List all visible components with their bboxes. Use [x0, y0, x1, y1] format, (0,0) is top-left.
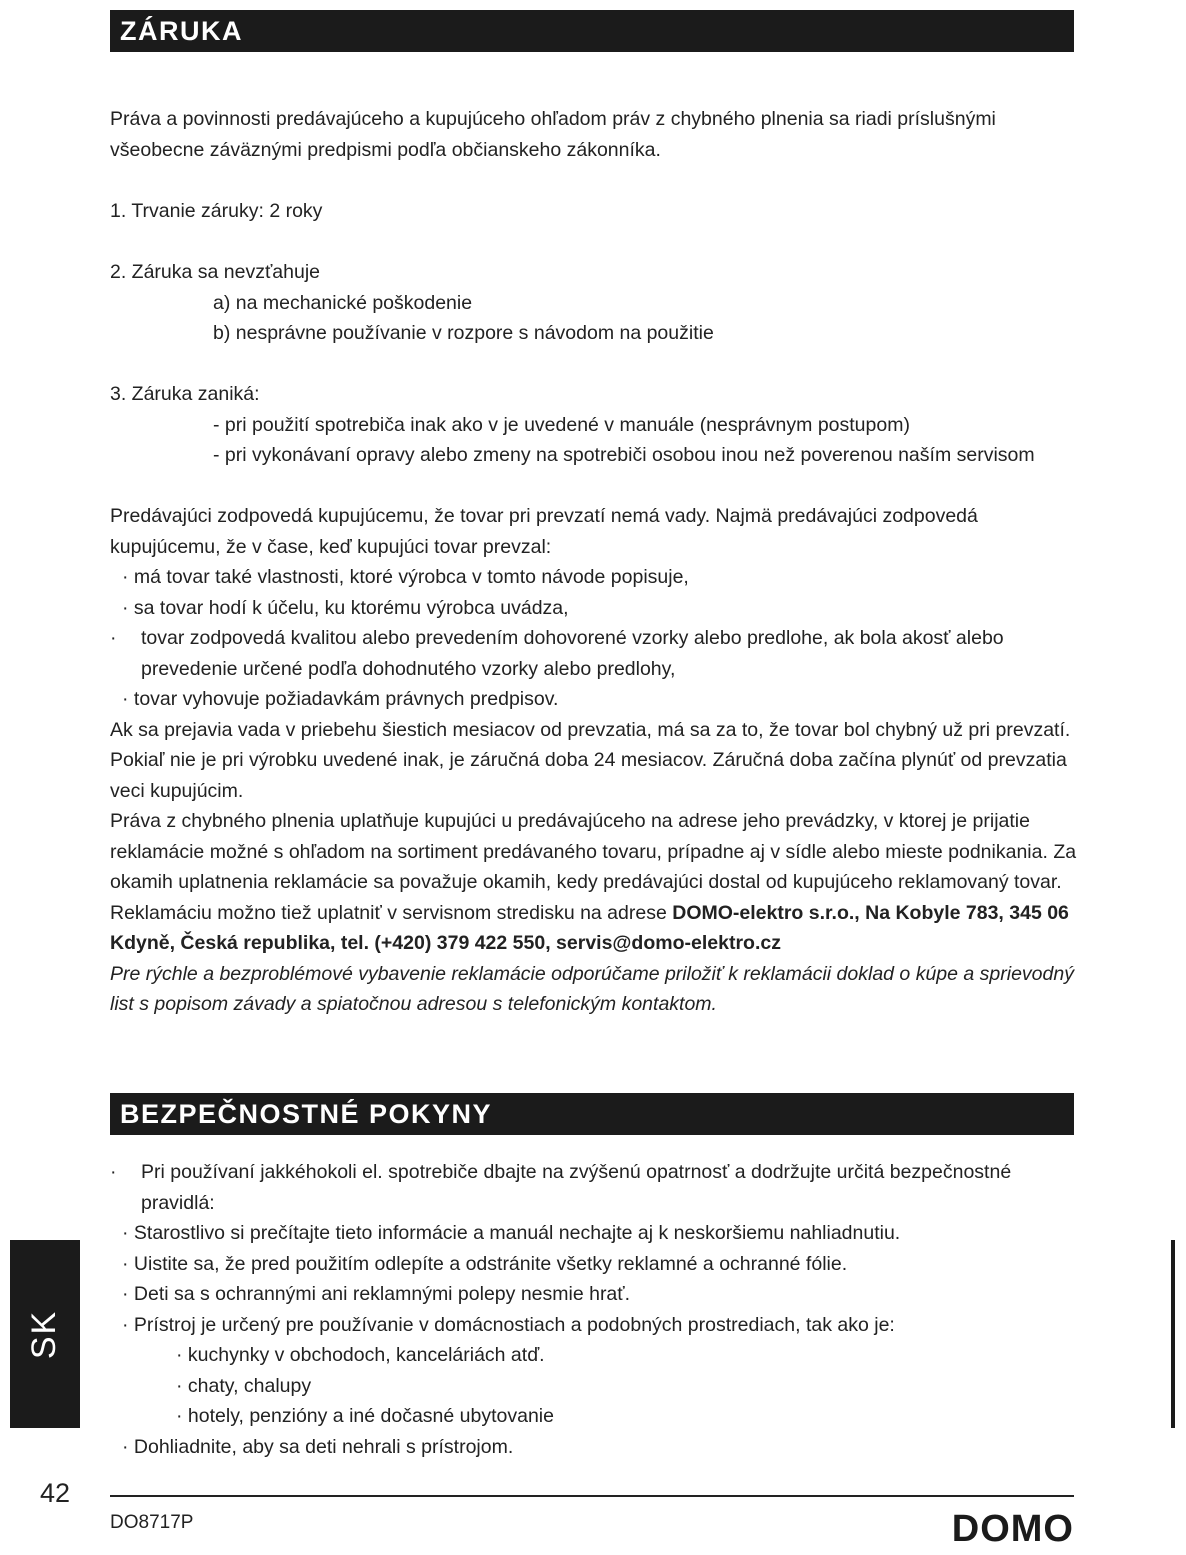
safety-heading: BEZPEČNOSTNÉ POKYNY [110, 1093, 1074, 1135]
page-number: 42 [40, 1478, 71, 1508]
footer-divider [110, 1495, 1074, 1497]
warranty-intro [110, 104, 1085, 165]
bullet-mark: · [110, 627, 117, 649]
list-item: · Starostlivo si prečítajte tieto informácie a manuál nechajte aj k neskoršiemu nahliadnutiu. [122, 1222, 901, 1244]
warranty-item-1 [110, 196, 1085, 227]
service-lead: Reklamáciu možno tiež uplatniť v servisnom stredisku na adrese [110, 901, 673, 924]
domo-logo: DOMO [951, 1508, 1074, 1550]
list-item [110, 1157, 1085, 1218]
margin-marker [1171, 1240, 1175, 1428]
list-item: · Deti sa s ochrannými ani reklamnými polepy nesmie hrať. [122, 1283, 631, 1305]
warranty-void-a: - pri použití spotrebiča inak ako v je uvedené v manuále (nesprávnym postupom) [213, 413, 910, 436]
warranty-exclusion-b: b) nesprávne používanie v rozpore s návodom na použitie [213, 322, 714, 344]
warranty-exclusion-a: a) na mechanické poškodenie [213, 291, 473, 314]
list-item: · Uistite sa, že pred použitím odlepíte a odstránite všetky reklamné a ochranné fólie. [122, 1252, 848, 1275]
note-paragraph [110, 959, 1085, 1020]
warranty-heading: ZÁRUKA [110, 10, 1074, 52]
sub-list-item: · chaty, chalupy [176, 1374, 312, 1397]
safety-list [110, 1157, 1085, 1462]
sub-list-item: · hotely, penzióny a iné dočasné ubytovanie [176, 1405, 554, 1427]
sub-list-item: · kuchynky v obchodoch, kanceláriách atď. [176, 1344, 545, 1366]
seller-liability [110, 501, 1085, 1020]
service-paragraph [110, 898, 1085, 959]
seller-liability-text: Predávajúci zodpovedá kupujúcemu, že tovar pri prevzatí nemá vady. Najmä predávajúci zodpovedá kupujúcemu, že v čase, keď kupujúci tovar prevzal: [110, 505, 978, 558]
list-item [110, 623, 1085, 684]
language-tab [10, 1240, 80, 1428]
warranty-duration: 1. Trvanie záruky: 2 roky [110, 200, 323, 222]
service-address: DOMO-elektro s.r.o., Na Kobyle 783, 345 06 Kdyně, Česká republika, tel. (+420) 379 422 550, servis@domo-elektro.cz [110, 901, 1069, 954]
warranty-item-2 [110, 257, 1085, 349]
list-item: · tovar vyhovuje požiadavkám právnych predpisov. [122, 688, 559, 710]
warranty-item-3 [110, 379, 1085, 471]
note-text: Pre rýchle a bezproblémové vybavenie reklamácie odporúčame priložiť k reklamácii doklad o kúpe a sprievodný list s popisom závady a spiatočnou adresou s telefonickým kontaktom. [110, 962, 1074, 1015]
list-item-text: tovar zodpovedá kvalitou alebo prevedením dohovorené vzorky alebo predlohe, ak bola akosť alebo prevedenie určené podľa dohodnutého vzorky alebo predlohy, [141, 627, 1004, 680]
rights-paragraph: Práva z chybného plnenia uplatňuje kupujúci u predávajúceho na adrese jeho prevádzky, v ktorej je prijatie reklamácie možné s ohľadom na sortiment predávaného tovaru, prípadne aj v sídle alebo mieste podnikania. Za okamih uplatnenia reklamácie sa považuje okamih, kedy predávajúci dostal od kupujúceho reklamovaný tovar. [110, 810, 1077, 893]
model-number: DO8717P [110, 1512, 194, 1533]
warranty-void-b: - pri vykonávaní opravy alebo zmeny na spotrebiči osobou inou než poverenou naším servisom [213, 444, 1035, 466]
list-item: · Prístroj je určený pre používanie v domácnostiach a podobných prostrediach, tak ako je: [122, 1313, 895, 1336]
defect-paragraph: Ak sa prejavia vada v priebehu šiestich mesiacov od prevzatia, má sa za to, že tovar bol chybný už pri prevzatí. [110, 718, 1071, 741]
warranty-intro-text: Práva a povinnosti predávajúceho a kupujúceho ohľadom práv z chybného plnenia sa riadi príslušnými všeobecne záväznými predpismi podľa občianskeho zákonníka. [110, 108, 996, 161]
list-item: · má tovar také vlastnosti, ktoré výrobca v tomto návode popisuje, [122, 566, 689, 588]
list-item: · Dohliadnite, aby sa deti nehrali s prístrojom. [122, 1435, 514, 1458]
list-item-text: Pri používaní jakkéhokoli el. spotrebiče dbajte na zvýšenú opatrnosť a dodržujte určitá bezpečnostné pravidlá: [141, 1161, 1012, 1214]
warranty-exclusions-heading: 2. Záruka sa nevzťahuje [110, 261, 321, 283]
list-item: · sa tovar hodí k účelu, ku ktorému výrobca uvádza, [122, 596, 569, 619]
bullet-mark: · [110, 1161, 117, 1183]
warranty-void-heading: 3. Záruka zaniká: [110, 383, 260, 405]
language-tab-label: SK [25, 1309, 64, 1359]
period-paragraph: Pokiaľ nie je pri výrobku uvedené inak, je záručná doba 24 mesiacov. Záručná doba začína plynúť od prevzatia veci kupujúcim. [110, 749, 1067, 802]
